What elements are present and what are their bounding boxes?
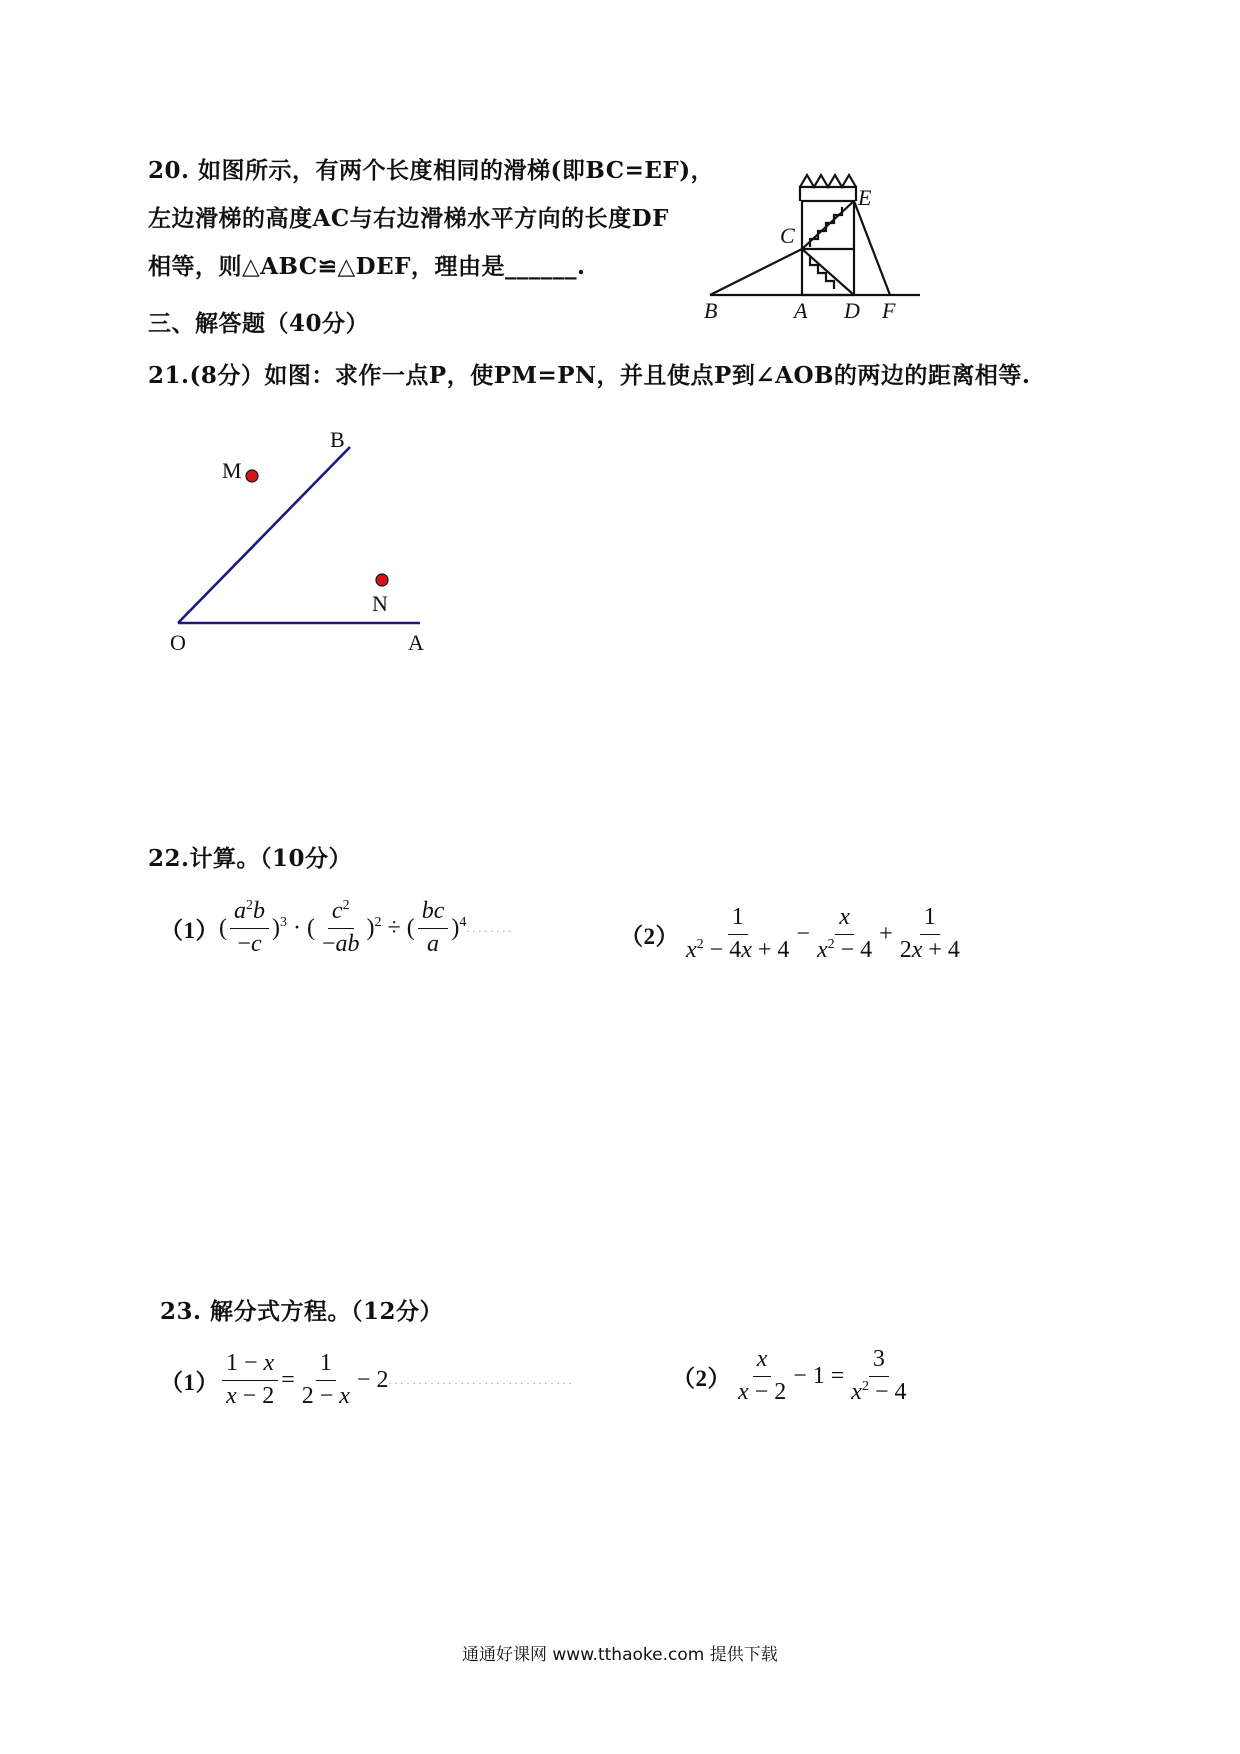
page-footer: 通通好课网 www.tthaoke.com 提供下载	[462, 1645, 778, 1665]
label-m: M	[222, 458, 242, 483]
q22-expression-1: （1） ( $\frac{a^2b}{-c}$ )$^3$ · ( $\frac{c^2}{-ab}$ )$^2$ ÷ ( $\frac{bc}{a}$ )$^4$ ........	[160, 898, 515, 957]
q23-p1-label: （1）	[160, 1369, 219, 1395]
label-b: B	[704, 298, 718, 323]
angle-figure	[150, 425, 450, 655]
slide-inner	[802, 249, 854, 295]
slide-bc	[710, 249, 802, 295]
label-d: D	[844, 298, 860, 323]
fraction: $\frac{bc}{a}$	[418, 898, 449, 958]
q20-line3: 相等，则△ABC≌△DEF，理由是______.	[148, 253, 586, 280]
label-c: C	[780, 223, 795, 248]
q22-p1-label: （1）	[160, 917, 219, 943]
slide-figure	[690, 165, 930, 330]
fraction: $\frac{1 - x}{x - 2}$	[222, 1350, 278, 1410]
fraction: $\frac{x}{x - 2}$	[738, 1346, 787, 1405]
point-m	[246, 470, 258, 482]
point-n	[376, 574, 388, 586]
q23-equation-1: （1） $\frac{1 - x}{x - 2}$ = $\frac{1}{2 - x}$ − 2 ...............................	[160, 1350, 575, 1409]
label-n: N	[372, 591, 388, 616]
fraction: $\frac{a^2b}{-c}$	[230, 898, 269, 958]
label-a2: A	[408, 630, 424, 655]
q23-title: 23. 解分式方程。（12分）	[160, 1298, 444, 1325]
slide-ef	[854, 201, 890, 295]
fraction: $\frac{1}{x^2 - 4x + 4}$	[686, 904, 790, 963]
fraction: $\frac{1}{2x + 4}$	[899, 904, 960, 963]
section-title: 三、解答题（40分）	[148, 310, 370, 337]
fraction: $\frac{c^2}{-ab}$	[321, 898, 360, 957]
q20-line2: 左边滑梯的高度AC与右边滑梯水平方向的长度DF	[148, 205, 669, 232]
ray-ob	[178, 447, 350, 623]
stairs-upper	[810, 207, 842, 247]
label-f: F	[882, 298, 896, 323]
q23-equation-2: （2） $\frac{x}{x - 2}$ − 1 = $\frac{3}{x^2 - 4}$	[672, 1346, 913, 1406]
fraction: $\frac{x}{x^2 - 4}$	[816, 904, 873, 963]
q22-p2-label: （2）	[620, 923, 679, 949]
q20-line1: 20. 如图所示，有两个长度相同的滑梯(即BC=EF)，	[148, 157, 715, 184]
label-o: O	[170, 630, 186, 655]
q22-title: 22.计算。（10分）	[148, 845, 353, 872]
label-e: E	[858, 185, 872, 210]
fraction: $\frac{1}{2 - x}$	[301, 1350, 350, 1409]
q22-expression-2: （2） $\frac{1}{x^2 - 4x + 4}$ − $\frac{x}{x^2 - 4}$ + $\frac{1}{2x + 4}$	[620, 904, 967, 964]
label-b2: B	[330, 427, 345, 452]
fraction: $\frac{3}{x^2 - 4}$	[851, 1346, 907, 1405]
tower-crown	[800, 175, 856, 187]
q23-p2-label: （2）	[672, 1365, 731, 1391]
label-a: A	[794, 298, 808, 323]
q21-text: 21.(8分）如图：求作一点P，使PM=PN，并且使点P到∠AOB的两边的距离相等.	[148, 362, 1031, 389]
